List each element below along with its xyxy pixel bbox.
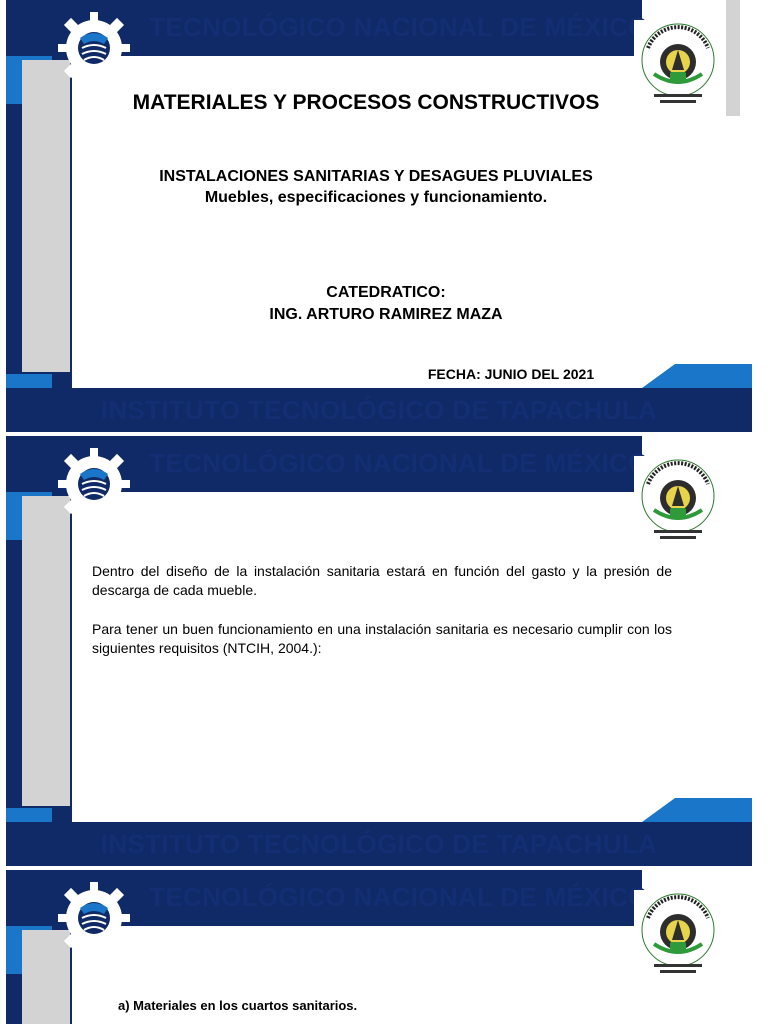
subtitle-line-2: Muebles, especificaciones y funcionamiento. bbox=[204, 189, 548, 206]
subtitle-line-1: INSTALACIONES SANITARIAS Y DESAGUES PLUVIALES bbox=[159, 168, 593, 185]
left-grey-strip bbox=[22, 496, 70, 806]
left-grey-strip bbox=[22, 60, 70, 372]
header-band-text: TECNOLÓGICO NACIONAL DE MÉXICO bbox=[149, 12, 649, 42]
footer-band-text: INSTITUTO TECNOLÓGICO DE TAPACHULA bbox=[100, 829, 658, 859]
itt-seal-logo bbox=[634, 20, 722, 112]
paragraph-design: Dentro del diseño de la instalación sanitaria estará en función del gasto y la presión de descarga de cada mueble. bbox=[92, 563, 672, 598]
paragraph-requirements: Para tener un buen funcionamiento en una instalación sanitaria es necesario cumplir con los siguientes requisitos (NTCIH, 2004.): bbox=[92, 621, 672, 656]
header-band-text: TECNOLÓGICO NACIONAL DE MÉXICO bbox=[149, 882, 649, 912]
presentation-title: MATERIALES Y PROCESOS CONSTRUCTIVOS bbox=[132, 91, 600, 114]
professor-block bbox=[126, 282, 646, 326]
slide-materials bbox=[6, 870, 752, 1024]
professor-label: CATEDRATICO: bbox=[326, 284, 446, 301]
tecnm-gear-eagle-logo bbox=[54, 444, 134, 524]
footer-band-text: INSTITUTO TECNOLÓGICO DE TAPACHULA bbox=[100, 395, 658, 425]
presentation-date: FECHA: JUNIO DEL 2021 bbox=[427, 366, 595, 382]
subtitle bbox=[86, 166, 666, 208]
itt-seal-logo bbox=[634, 456, 722, 548]
bottom-blue-accent bbox=[642, 798, 752, 822]
slide-intro bbox=[6, 436, 752, 866]
itt-seal-logo bbox=[634, 890, 722, 982]
tecnm-gear-eagle-logo bbox=[54, 878, 134, 958]
header-band-text: TECNOLÓGICO NACIONAL DE MÉXICO bbox=[149, 448, 649, 478]
list-item-materials: a) Materiales en los cuartos sanitarios. bbox=[118, 998, 358, 1013]
slide-title bbox=[6, 0, 752, 432]
professor-name: ING. ARTURO RAMIREZ MAZA bbox=[269, 306, 503, 323]
bottom-blue-accent bbox=[642, 364, 752, 388]
tecnm-gear-eagle-logo bbox=[54, 8, 134, 88]
